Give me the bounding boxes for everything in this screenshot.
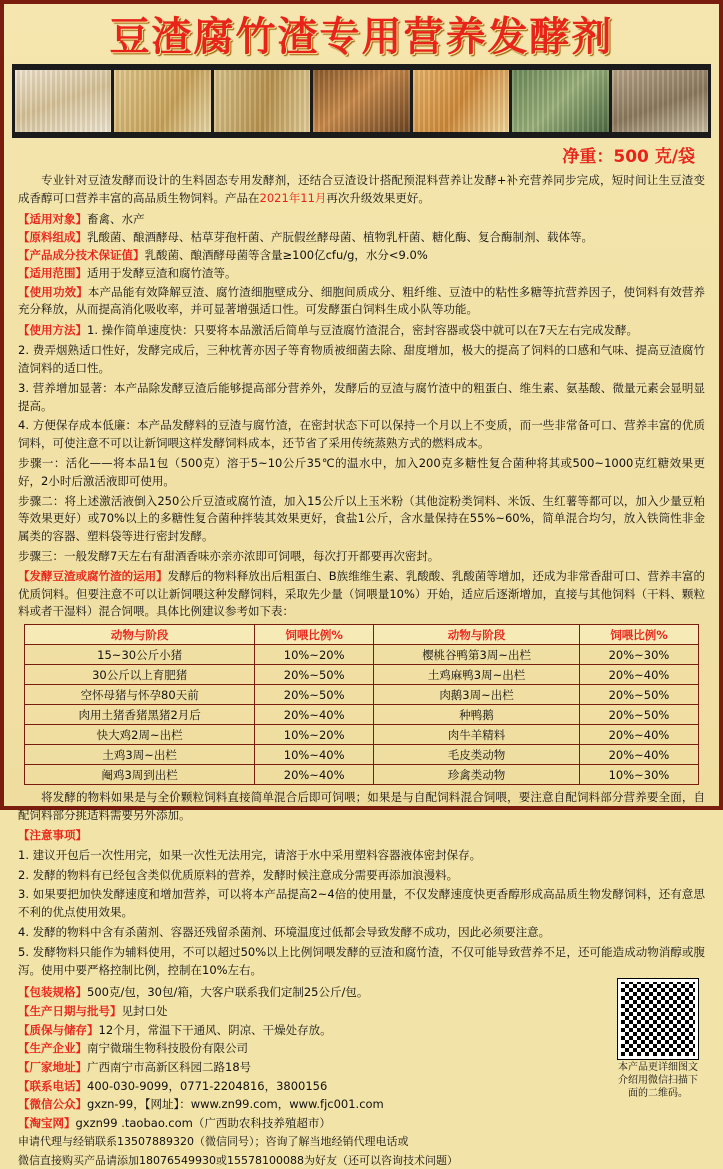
- table-cell: 肉牛羊精料: [374, 725, 580, 745]
- info-phone[interactable]: [18, 1077, 705, 1096]
- procedure-step-one: 步骤一：活化——将本品1包（500克）溶于5~10公斤35℃的温水中，加入200克多糖性复合菌种将其或500~1000克红糖效果更好，2小时后激活液即可使用。: [18, 455, 705, 488]
- page-title: 豆渣腐竹渣专用营养发酵剂: [109, 14, 614, 60]
- table-cell: 樱桃谷鸭第3周~出栏: [374, 645, 580, 665]
- info-label: 【微信公众】: [18, 1097, 87, 1112]
- info-label: 【生产日期与批号】: [18, 1004, 122, 1018]
- section-text: 本产品能有效降解豆渣、腐竹渣细胞壁成分、细胞间质成分、粗纤维、豆渣中的粘性多糖等抗营养因子，使饲料有效营养充分释放，从而提高消化吸收率，并可显著增强适口性。可发酵蛋白饲料生成小队等功能。: [18, 284, 706, 317]
- section-target-animals: [18, 211, 705, 228]
- info-label: 【淘宝网】: [18, 1115, 76, 1130]
- section-text: 适用于发酵豆渣和腐竹渣等。: [87, 266, 237, 281]
- usage-intro: [18, 322, 705, 340]
- photo-frame: [612, 70, 708, 132]
- info-text: 400-030-9099，0771-2204816，3800156: [87, 1078, 328, 1093]
- intro-text-before: 专业针对豆渣发酵而设计的生料固态专用发酵剂，还结合豆渣设计搭配预混料营养让发酵+补充营养同步完成，短时间让生豆渣变成香醇可口营养丰富的高品质生物饲料。产品在: [18, 173, 705, 205]
- info-text: 500克/包，30包/箱，大客户联系我们定制25公斤/包。: [87, 985, 369, 1000]
- table-cell: 20%~50%: [580, 685, 699, 705]
- info-text: 广西南宁市高新区科园二路18号: [87, 1059, 252, 1074]
- table-header-row: [25, 625, 699, 645]
- qr-caption: 本产品更详细图文介绍用微信扫描下面的二维码。: [618, 1062, 698, 1100]
- feeding-ratio-table: [24, 624, 699, 785]
- after-table-note: 将发酵的物料如果是与全价颗粒饲料直接简单混合后即可饲喂；如果是与自配饲料混合饲喂，要注意自配饲料部分营养要全面，自配饲料部分挑适料需要另外添加。: [18, 790, 705, 823]
- photo-frame: [413, 70, 509, 132]
- info-text: gxzn99 .taobao.com（广西助农科技养殖超市）: [75, 1115, 331, 1130]
- table-cell: 20%~50%: [255, 665, 374, 685]
- info-address: [18, 1058, 705, 1077]
- section-guaranteed-analysis: [18, 247, 705, 264]
- table-cell: 种鸭鹅: [374, 705, 580, 725]
- section-label: 【适用对象】: [18, 211, 87, 226]
- usage-step-3: 3. 营养增加显著：本产品除发酵豆渣后能够提高部分营养外，发酵后的豆渣与腐竹渣中的粗蛋白、维生素、氨基酸、微量元素会显明显提高。: [18, 380, 705, 413]
- table-cell: 15~30公斤小猪: [25, 645, 255, 665]
- info-production-date: [18, 1002, 705, 1021]
- info-text: 南宁微瑞生物科技股份有限公司: [87, 1041, 248, 1056]
- intro-text-after: 再次升级效果更好。: [326, 190, 430, 205]
- table-cell: 20%~40%: [255, 765, 374, 785]
- intro-highlight: 2021年11月: [259, 190, 327, 205]
- company-info-block: [18, 983, 705, 1132]
- table-header-cell: 饲喂比例%: [255, 625, 374, 645]
- info-label: 【生产企业】: [18, 1041, 87, 1056]
- procedure-step-three: 步骤三：一般发酵7天左右有甜酒香味亦亲亦浓即可饲喂，每次打开都要再次密封。: [18, 549, 440, 563]
- info-label: 【厂家地址】: [18, 1059, 87, 1074]
- photo-frame: [313, 70, 409, 132]
- table-cell: 珍禽类动物: [374, 765, 580, 785]
- table-row: [25, 705, 699, 725]
- table-cell: 10%~20%: [255, 645, 374, 665]
- caution-item: 2. 发酵的物料有已经包含类似优质原料的营养，发酵时候注意成分需要再添加浪漫料。: [18, 867, 459, 882]
- table-row: [25, 765, 699, 785]
- table-row: [25, 645, 699, 665]
- table-cell: 肉鹅3周~出栏: [374, 685, 580, 705]
- table-cell: 快大鸡2周~出栏: [25, 725, 255, 745]
- table-row: [25, 745, 699, 765]
- usage-label: 【使用方法】: [18, 323, 87, 338]
- info-label: 【联系电话】: [18, 1078, 87, 1093]
- table-cell: 20%~50%: [580, 705, 699, 725]
- table-cell: 土鸡3周~出栏: [25, 745, 255, 765]
- table-cell: 空怀母猪与怀孕80天前: [25, 685, 255, 705]
- usage-step-1: 1. 操作简单速度快：只要将本品激活后简单与豆渣腐竹渣混合，密封容器或袋中就可以在7天左右完成发酵。: [87, 323, 638, 338]
- caution-item: 1. 建议开包后一次性用完，如果一次性无法用完，请溶于水中采用塑料容器液体密封保存。: [18, 847, 482, 862]
- info-text: 见封口处: [121, 1004, 168, 1018]
- qr-code-icon: [618, 979, 698, 1059]
- info-shelf-life: [18, 1021, 705, 1040]
- table-cell: 20%~50%: [255, 685, 374, 705]
- table-row: [25, 725, 699, 745]
- table-cell: 20%~40%: [580, 665, 699, 685]
- table-header-cell: 动物与阶段: [374, 625, 580, 645]
- caution-item: 4. 发酵的物料中含有杀菌剂、容器还残留杀菌剂、环境温度过低都会导致发酵不成功，因此必须要注意。: [18, 924, 551, 939]
- net-weight: 净重：500 克/袋: [562, 147, 695, 167]
- section-label: 【适用范围】: [18, 266, 87, 281]
- table-cell: 10%~30%: [580, 765, 699, 785]
- table-cell: 10%~20%: [255, 725, 374, 745]
- procedure-step-two: 步骤二：将上述激活液倒入250公斤豆渣或腐竹渣，加入15公斤以上玉米粉（其他淀粉类饲料、米饭、生红薯等都可以，加入少量豆粕等效果更好）或70%以上的多糖性复合菌种拌装其效果更好，食盐1公斤，含水量保持在55%~60%，简单混合均匀，放入铁筒性非金属类的容器、塑料袋等进行密封发酵。: [18, 493, 705, 544]
- section-scope: [18, 265, 705, 282]
- table-cell: 土鸡麻鸭3周~出栏: [374, 665, 580, 685]
- info-label: 【质保与储存】: [18, 1022, 99, 1037]
- application-section: [18, 568, 705, 621]
- caution-item: 5. 发酵物料只能作为辅料使用，不可以超过50%以上比例饲喂发酵的豆渣和腐竹渣，不仅可能导致营养不足，还可能造成动物消醇或腹泻。使用中要严格控制比例，控制在10%左右。: [18, 944, 705, 977]
- cautions-heading: [18, 827, 705, 845]
- info-taobao[interactable]: [18, 1114, 705, 1133]
- section-text: 畜禽、水产: [87, 211, 145, 226]
- info-text: 12个月，常温下干通风、阴凉、干燥处存放。: [98, 1022, 332, 1037]
- info-manufacturer: [18, 1039, 705, 1058]
- table-cell: 30公斤以上育肥猪: [25, 665, 255, 685]
- photo-frame: [114, 70, 210, 132]
- table-cell: 20%~40%: [580, 725, 699, 745]
- section-effects: [18, 284, 705, 320]
- usage-step-2: 2. 费弄烟熟适口性好，发酵完成后，三种枕菁亦因子等育物质被细菌去除、甜度增加，极大的提高了饲料的口感和气味、提高豆渣腐竹渣饲料的适口性。: [18, 343, 705, 375]
- photo-frame: [512, 70, 608, 132]
- info-label: 【包装规格】: [18, 985, 87, 1000]
- table-cell: 10%~40%: [255, 745, 374, 765]
- photo-filmstrip: [12, 64, 711, 138]
- table-cell: 肉用土猪香猪黑猪2月后: [25, 705, 255, 725]
- table-cell: 20%~40%: [255, 705, 374, 725]
- table-cell: 20%~40%: [580, 745, 699, 765]
- table-cell: 20%~30%: [580, 645, 699, 665]
- application-text: 发酵后的物料释放出后粗蛋白、B族维维生素、乳酸酸、乳酸菌等增加，还成为非常香甜可口、营养丰富的优质饲料。但要注意不可以让新饲喂这种发酵饲料，采取先少量（饲喂量10%）开始，适应后逐渐增加，直接与其他饲料（干料、颗粒料或者干湿料）混合饲喂。具体比例建议参考如下表：: [18, 568, 705, 619]
- photo-frame: [214, 70, 310, 132]
- info-text: gxzn-99，【网址】：www.zn99.com，www.fjc001.com: [87, 1097, 384, 1112]
- table-row: [25, 665, 699, 685]
- photo-frame: [15, 70, 111, 132]
- section-label: 【产品成分技术保证值】: [18, 248, 145, 263]
- agent-contact-line-1: 申请代理与经销联系13507889320（微信同号）；咨询了解当地经销代理电话或: [18, 1135, 409, 1149]
- section-label: 【使用功效】: [18, 284, 88, 299]
- info-packaging: [18, 983, 705, 1002]
- table-header-cell: 动物与阶段: [25, 625, 255, 645]
- intro-paragraph: [18, 172, 705, 208]
- section-label: 【原料组成】: [18, 229, 87, 244]
- section-text: 乳酸菌、酿酒酵母菌等含量≥100亿cfu/g，水分<9.0%: [144, 248, 428, 263]
- agent-contact-line-2: 微信直接购买产品请添加18076549930或15578100088为好友（还可以咨询技术问题）: [18, 1153, 458, 1167]
- section-ingredients: [18, 229, 705, 246]
- table-cell: 毛皮类动物: [374, 745, 580, 765]
- usage-step-4: 4. 方便保存成本低廉：本产品发酵料的豆渣与腐竹渣，在密封状态下可以保持一个月以上不变质，而一些非常备可口、营养丰富的优质饲料，可使注意不可以让新饲喂这样发酵饲料成本，还节省了采用传统蒸熟方式的燃料成本。: [18, 418, 705, 451]
- application-label: 【发酵豆渣或腐竹渣的运用】: [18, 568, 168, 583]
- info-wechat-website[interactable]: [18, 1095, 705, 1114]
- section-text: 乳酸菌、酿酒酵母、枯草芽孢杆菌、产朊假丝酵母菌、植物乳杆菌、糖化酶、复合酶制剂、载体等。: [87, 229, 593, 244]
- caution-item: 3. 如果要把加快发酵速度和增加营养，可以将本产品提高2~4倍的使用量，不仅发酵速度快更香醇形成高品质生物发酵饲料，还有意思不利的优点使用效果。: [18, 887, 705, 920]
- table-row: [25, 685, 699, 705]
- table-cell: 阉鸡3周到出栏: [25, 765, 255, 785]
- table-header-cell: 饲喂比例%: [580, 625, 699, 645]
- cautions-label: 【注意事项】: [18, 827, 87, 842]
- qr-block: [615, 979, 701, 1100]
